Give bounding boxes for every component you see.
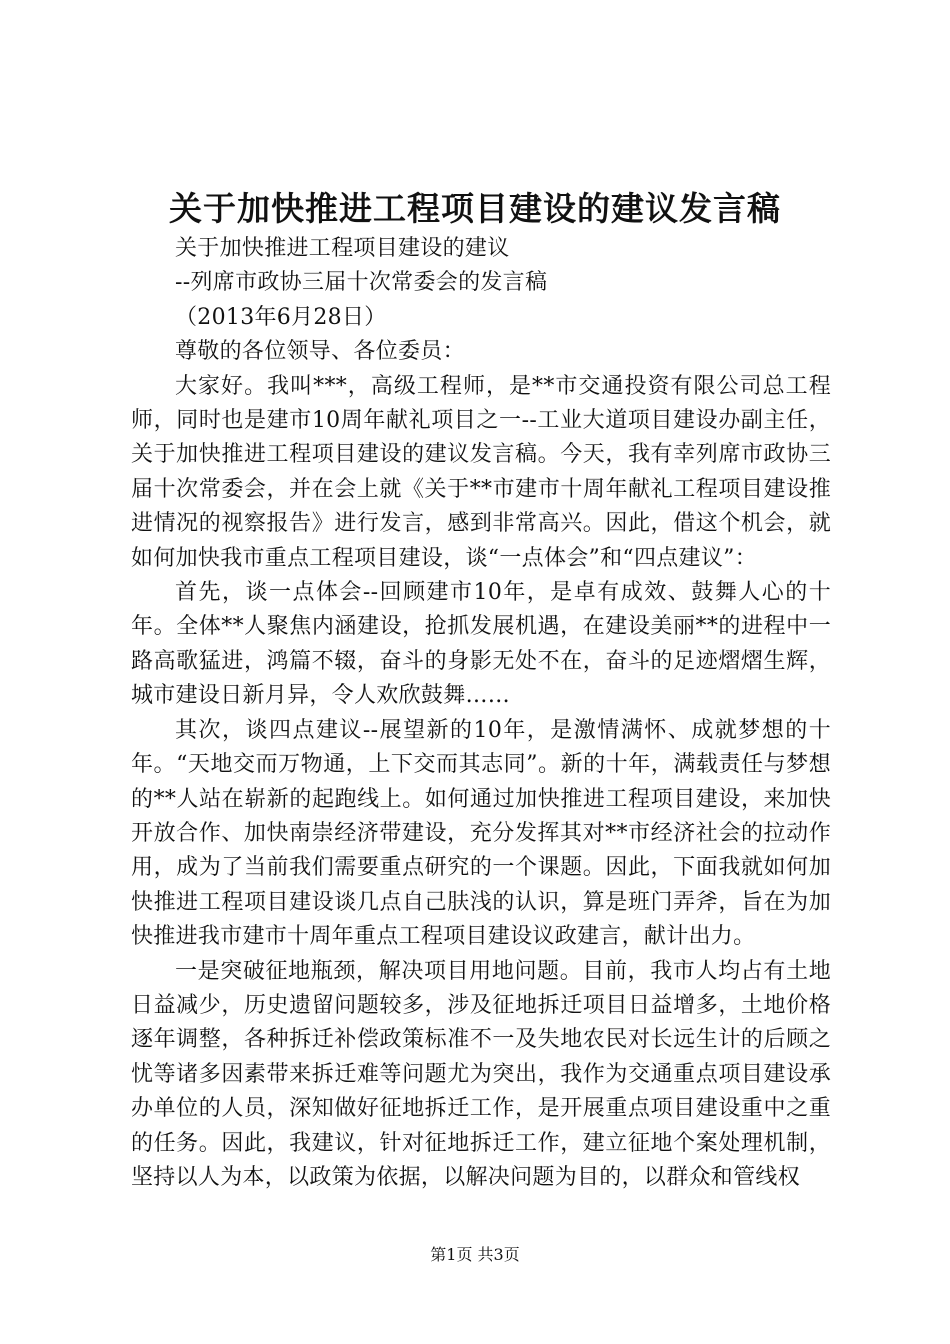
subtitle-occasion: --列席市政协三届十次常委会的发言稿 <box>175 270 548 296</box>
document-body <box>131 232 831 1195</box>
body-paragraph: 一是突破征地瓶颈，解决项目用地问题。目前，我市人均占有土地日益减少，历史遗留问题较多，涉及征地拆迁项目日益增多，土地价格逐年调整，各种拆迁补偿政策标准不一及失地农民对长远生计的后顾之忧等诸多因素带来拆迁难等问题尤为突出，我作为交通重点项目建设承办单位的人员，深知做好征地拆迁工作，是开展重点项目建设重中之重的任务。因此，我建议，针对征地拆迁工作，建立征地个案处理机制，坚持以人为本，以政策为依据，以解决问题为目的，以群众和管线权 <box>131 958 831 1190</box>
subtitle: 关于加快推进工程项目建设的建议 <box>175 236 510 261</box>
page-footer: 第1页 共3页 <box>430 1245 520 1264</box>
salutation: 尊敬的各位领导、各位委员： <box>175 339 465 365</box>
document-title: 关于加快推进工程项目建设的建议发言稿 <box>169 189 781 228</box>
body-paragraph: 其次，谈四点建议--展望新的10年，是激情满怀、成就梦想的十年。“天地交而万物通，上下交而其志同”。新的十年，满载责任与梦想的**人站在崭新的起跑线上。如何通过加快推进工程项目建设，来加快开放合作、加快南崇经济带建设，充分发挥其对**市经济社会的拉动作用，成为了当前我们需要重点研究的一个课题。因此，下面我就如何加快推进工程项目建设谈几点自己肤浅的认识，算是班门弄斧，旨在为加快推进我市建市十周年重点工程项目建设议政建言，献计出力。 <box>131 717 831 950</box>
speech-date: （2013年6月28日） <box>175 304 387 330</box>
body-paragraph: 大家好。我叫***，高级工程师，是**市交通投资有限公司总工程师，同时也是建市10周年献礼项目之一--工业大道项目建设办副主任，关于加快推进工程项目建设的建议发言稿。今天，我有幸列席市政协三届十次常委会，并在会上就《关于**市建市十周年献礼工程项目建设推进情况的视察报告》进行发言，感到非常高兴。因此，借这个机会，就如何加快我市重点工程项目建设，谈“一点体会”和“四点建议”： <box>131 373 831 571</box>
body-paragraph: 首先，谈一点体会--回顾建市10年，是卓有成效、鼓舞人心的十年。全体**人聚焦内涵建设，抢抓发展机遇，在建设美丽**的进程中一路高歌猛进，鸿篇不辍，奋斗的身影无处不在，奋斗的足迹熠熠生辉，城市建设日新月异，令人欢欣鼓舞…… <box>131 580 831 709</box>
